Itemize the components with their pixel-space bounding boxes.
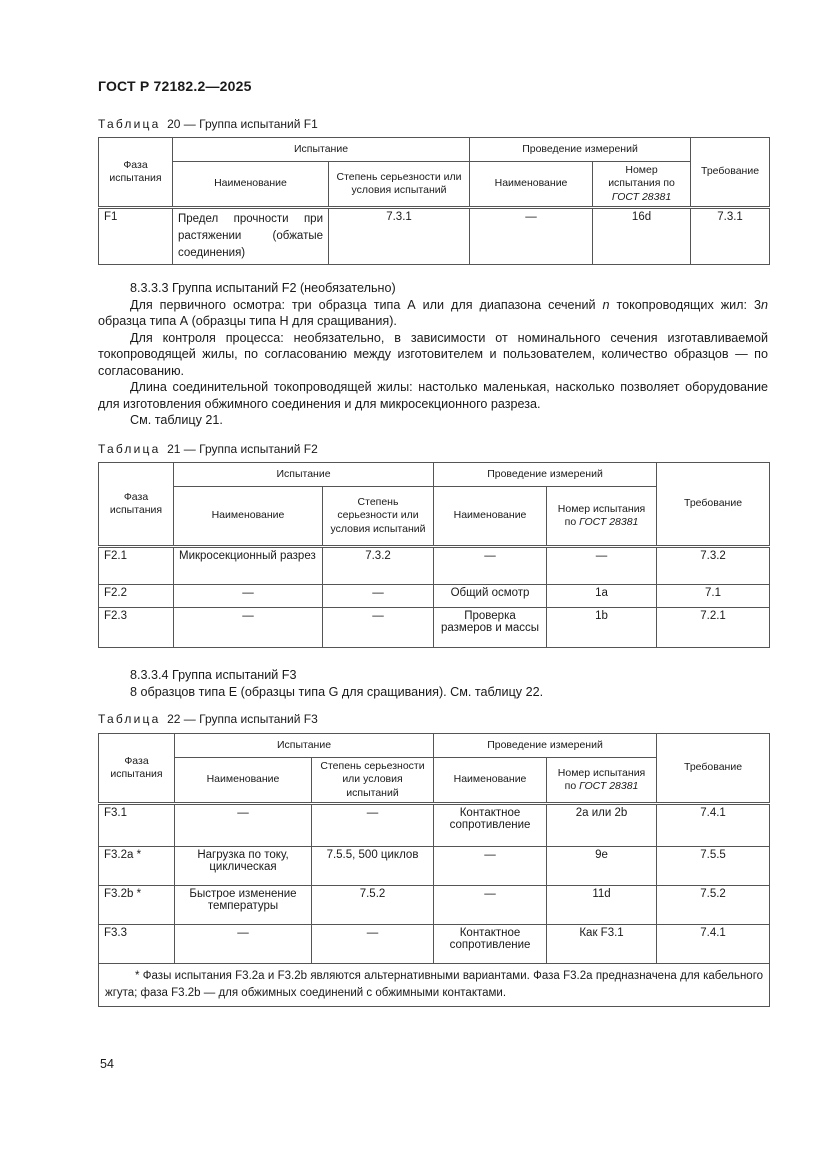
caption-word: Таблица [98,117,161,131]
table-row [99,886,770,925]
section-heading: 8.3.3.4 Группа испытаний F3 [130,668,297,682]
paragraph: Длина соединительной токопроводящей жилы: настолько маленькая, насколько позволяет оборудование для изготовления обжимного соединения и для микросекционного разреза. [98,380,768,411]
cell-measure-name: Общий осмотр [434,585,547,608]
header-test-number: Номер испытания по ГОСТ 28381 [593,162,691,208]
header-requirement: Требование [657,463,770,547]
cell-measure-name: — [434,847,547,886]
cell-name: — [174,585,323,608]
header-requirement: Требование [691,138,770,208]
table-row [99,547,770,585]
cell-requirement: 7.2.1 [657,608,770,648]
cell-name: — [174,608,323,648]
cell-name: — [175,925,312,964]
cell-severity: 7.5.2 [312,886,434,925]
cell-phase: F3.3 [99,925,175,964]
header-test: Испытание [173,138,470,162]
table-row [99,208,770,265]
header-measure: Проведение измерений [470,138,691,162]
cell-name: Быстрое изменение температуры [175,886,312,925]
section-f2 [98,280,768,429]
header-measure-name: Наименование [434,758,547,804]
table-row [99,585,770,608]
cell-phase: F2.3 [99,608,174,648]
cell-test-number: 1a [547,585,657,608]
cell-severity: 7.3.2 [323,547,434,585]
cell-test-number: Как F3.1 [547,925,657,964]
cell-severity: — [323,585,434,608]
cell-measure-name: — [434,886,547,925]
table-21 [98,462,770,648]
header-requirement: Требование [657,734,770,804]
paragraph: Для контроля процесса: необязательно, в зависимости от номинального сечения изготавливаемой токопроводящей жилы, по согласованию между изготовителем и пользователем, количество образцов — по согласованию. [98,330,768,378]
cell-requirement: 7.1 [657,585,770,608]
caption-word: Таблица [98,442,161,456]
cell-requirement: 7.5.2 [657,886,770,925]
header-phase: Фаза испытания [99,463,174,547]
cell-name: Микросекционный разрез [174,547,323,585]
cell-measure-name: Проверка размеров и массы [434,608,547,648]
table-row [99,925,770,964]
cell-requirement: 7.3.1 [691,208,770,265]
cell-severity: — [323,608,434,648]
cell-test-number: 2a или 2b [547,804,657,847]
header-phase: Фаза испытания [99,734,175,804]
cell-phase: F3.2a * [99,847,175,886]
table-20 [98,137,770,265]
header-measure: Проведение измерений [434,463,657,487]
section-heading: 8.3.3.3 Группа испытаний F2 (необязательно) [130,281,396,295]
table22-caption [98,712,318,726]
cell-phase: F2.2 [99,585,174,608]
cell-test-number: 16d [593,208,691,265]
page-number: 54 [100,1057,114,1071]
cell-test-number: — [547,547,657,585]
cell-severity: — [312,925,434,964]
table-row [99,804,770,847]
caption-text: 21 — Группа испытаний F2 [167,442,318,456]
cell-test-number: 9e [547,847,657,886]
header-name: Наименование [173,162,329,208]
header-test-number: Номер испытания по ГОСТ 28381 [547,487,657,547]
document-id: ГОСТ Р 72182.2—2025 [98,78,252,94]
header-severity: Степень серьезности или условия испытаний [312,758,434,804]
cell-test-number: 11d [547,886,657,925]
caption-text: 20 — Группа испытаний F1 [167,117,318,131]
caption-text: 22 — Группа испытаний F3 [167,712,318,726]
table20-caption [98,117,318,131]
cell-phase: F3.1 [99,804,175,847]
header-measure-name: Наименование [434,487,547,547]
paragraph: Для первичного осмотра: три образца типа А или для диапазона сечений n токопроводящих жил: 3n образца типа А (образцы типа Н для сращивания). [98,297,768,328]
table21-caption [98,442,318,456]
cell-measure-name: — [470,208,593,265]
cell-name: Нагрузка по току, циклическая [175,847,312,886]
paragraph: 8 образцов типа E (образцы типа G для сращивания). См. таблицу 22. [130,684,544,699]
cell-severity: 7.3.1 [329,208,470,265]
cell-name: Предел прочности при растяжении (обжатые соединения) [173,208,329,265]
section-f3 [98,667,768,700]
table-footnote-row [99,964,770,1007]
header-test: Испытание [174,463,434,487]
header-test-number: Номер испытания по ГОСТ 28381 [547,758,657,804]
header-name: Наименование [174,487,323,547]
cell-severity: 7.5.5, 500 циклов [312,847,434,886]
cell-requirement: 7.4.1 [657,804,770,847]
header-name: Наименование [175,758,312,804]
table-row [99,847,770,886]
cell-phase: F3.2b * [99,886,175,925]
header-phase: Фаза испытания [99,138,173,208]
cell-phase: F1 [99,208,173,265]
table-row [99,608,770,648]
cell-phase: F2.1 [99,547,174,585]
cell-requirement: 7.5.5 [657,847,770,886]
table-22 [98,733,770,1007]
table-footnote: * Фазы испытания F3.2a и F3.2b являются альтернативными вариантами. Фаза F3.2a предназначена для кабельного жгута; фаза F3.2b — для обжимных соединений с обжимными контактами. [99,964,770,1007]
cell-test-number: 1b [547,608,657,648]
caption-word: Таблица [98,712,161,726]
header-severity: Степень серьезности или условия испытаний [323,487,434,547]
cell-severity: — [312,804,434,847]
cell-requirement: 7.4.1 [657,925,770,964]
cell-measure-name: Контактное сопротивление [434,804,547,847]
header-measure: Проведение измерений [434,734,657,758]
header-measure-name: Наименование [470,162,593,208]
cell-measure-name: Контактное сопротивление [434,925,547,964]
cell-name: — [175,804,312,847]
header-severity: Степень серьезности или условия испытаний [329,162,470,208]
cell-measure-name: — [434,547,547,585]
cell-requirement: 7.3.2 [657,547,770,585]
paragraph: См. таблицу 21. [130,413,223,427]
header-test: Испытание [175,734,434,758]
